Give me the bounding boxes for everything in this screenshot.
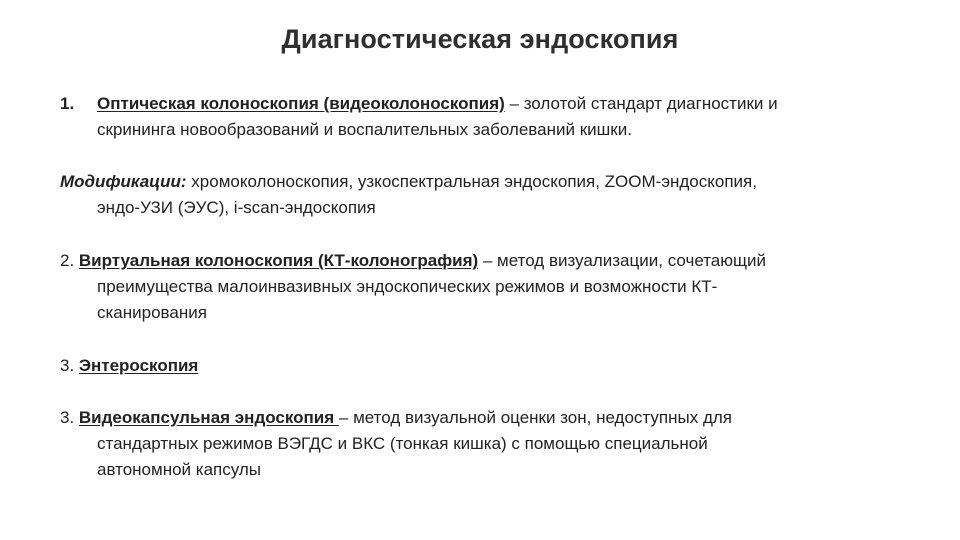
item-term: Виртуальная колоноскопия (КТ-колонография) <box>78 251 479 270</box>
item-virtual-colonoscopy <box>60 248 920 326</box>
item-number: 3. <box>60 408 79 427</box>
item-text: – золотой стандарт диагностики и <box>504 94 778 113</box>
item-line-continued: стандартных режимов ВЭГДС и ВКС (тонкая кишка) с помощью специальной <box>97 434 708 453</box>
modifications-paragraph <box>60 169 920 221</box>
item-line <box>60 353 920 379</box>
item-line-continued: автономной капсулы <box>97 460 261 479</box>
item-term: Оптическая колоноскопия (видеоколоноскопия) <box>97 94 505 113</box>
item-line-continued: скрининга новообразований и воспалительных заболеваний кишки. <box>97 120 632 139</box>
item-number: 3. <box>60 356 79 375</box>
item-line-continued: эндо-УЗИ (ЭУС), i-scan-эндоскопия <box>97 198 376 217</box>
item-text: – метод визуализации, сочетающий <box>478 251 766 270</box>
item-line <box>60 405 920 431</box>
item-number: 1. <box>60 94 75 113</box>
item-term: Видеокапсульная эндоскопия <box>78 408 339 427</box>
modifications-label: Модификации: <box>60 172 187 191</box>
item-line <box>60 169 920 195</box>
item-line-continued: сканирования <box>97 303 207 322</box>
slide-title: Диагностическая эндоскопия <box>281 24 679 54</box>
item-capsule-endoscopy <box>60 405 920 483</box>
item-line-continued: преимущества малоинвазивных эндоскопических режимов и возможности КТ- <box>97 277 718 296</box>
item-text: – метод визуальной оценки зон, недоступных для <box>338 408 732 427</box>
item-term: Энтероскопия <box>78 356 199 375</box>
item-optical-colonoscopy <box>60 91 920 143</box>
item-text: хромоколоноскопия, узкоспектральная эндоскопия, ZOOM-эндоскопия, <box>186 172 757 191</box>
item-enteroscopy <box>60 353 920 379</box>
item-line <box>60 91 920 117</box>
item-line <box>60 248 920 274</box>
item-number: 2. <box>60 251 79 270</box>
